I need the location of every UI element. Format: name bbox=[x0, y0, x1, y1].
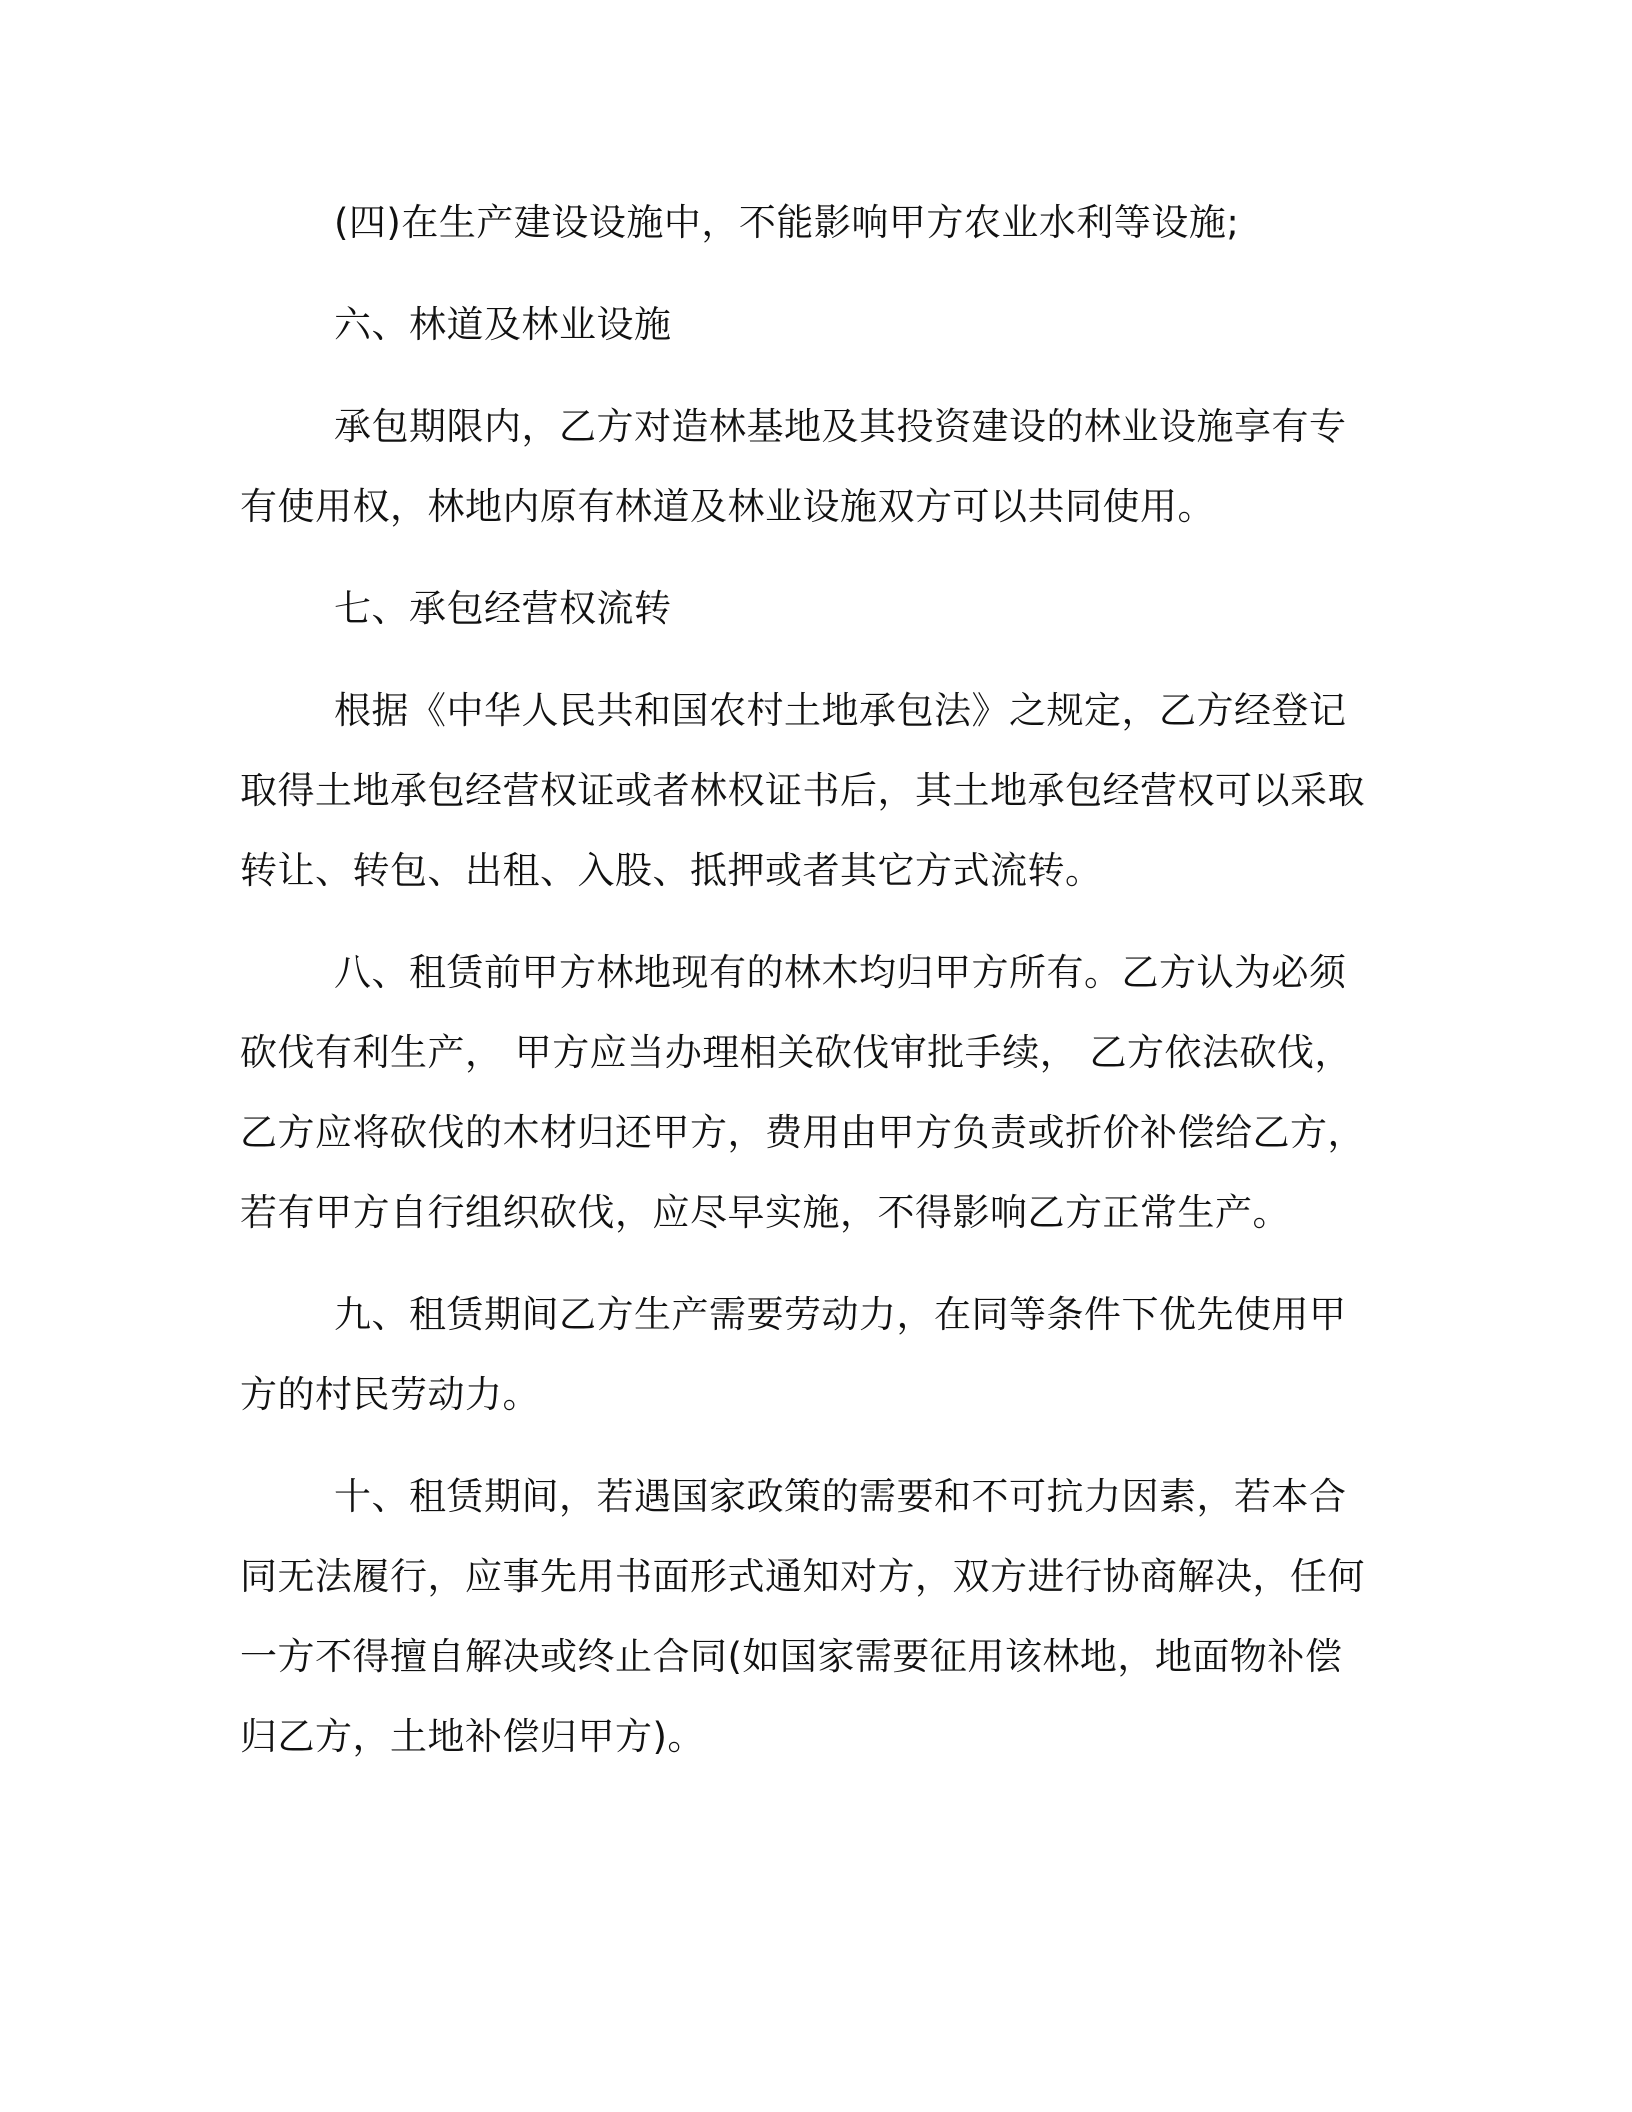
paragraph-section-7-body: 根据《中华人民共和国农村土地承包法》之规定，乙方经登记取得土地承包经营权证或者林权证书后，其土地承包经营权可以采取转让、转包、出租、入股、抵押或者其它方式流转。 bbox=[240, 689, 1365, 892]
paragraph-section-9: 九、租赁期间乙方生产需要劳动力，在同等条件下优先使用甲方的村民劳动力。 bbox=[240, 1293, 1347, 1416]
heading-section-7: 七、承包经营权流转 bbox=[334, 587, 672, 630]
paragraph-section-10: 十、租赁期间，若遇国家政策的需要和不可抗力因素，若本合同无法履行，应事先用书面形式通知对方，双方进行协商解决，任何一方不得擅自解决或终止合同(如国家需要征用该林地，地面物补偿归乙方，土地补偿归甲方)。 bbox=[240, 1475, 1365, 1758]
paragraph-section-8: 八、租赁前甲方林地现有的林木均归甲方所有。乙方认为必须砍伐有利生产， 甲方应当办理相关砍伐审批手续， 乙方依法砍伐，乙方应将砍伐的木材归还甲方，费用由甲方负责或折价补偿给乙方，若有甲方自行组织砍伐，应尽早实施，不得影响乙方正常生产。 bbox=[240, 951, 1365, 1234]
heading-section-6: 六、林道及林业设施 bbox=[334, 303, 672, 346]
paragraph-clause-4-facilities: (四)在生产建设设施中，不能影响甲方农业水利等设施; bbox=[334, 201, 1240, 244]
document-body bbox=[240, 183, 1378, 1777]
paragraph-section-6-body: 承包期限内，乙方对造林基地及其投资建设的林业设施享有专有使用权，林地内原有林道及林业设施双方可以共同使用。 bbox=[240, 405, 1347, 528]
